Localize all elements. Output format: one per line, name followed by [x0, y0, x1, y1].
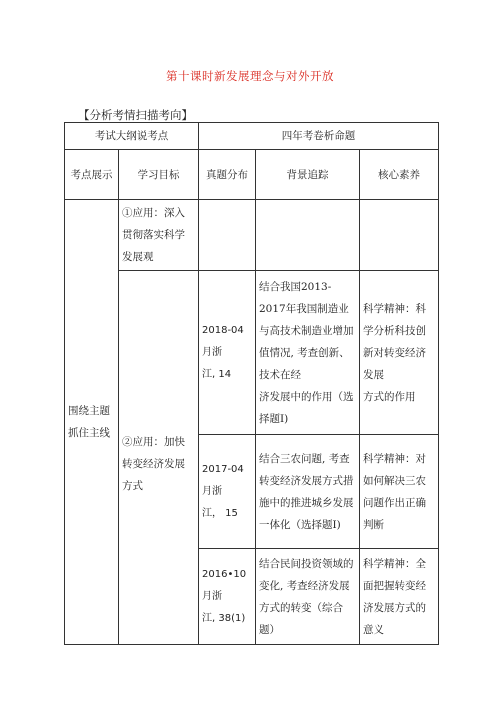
- background-1: 结合我国2013-2017年我国制造业与高技术制造业增加值情况, 考查创新、技术在经 济发展中的作用（选择题I): [256, 271, 360, 435]
- distribution-2: 2017-04 月浙 江， 15: [199, 435, 256, 549]
- header-background: 背景追踪: [256, 150, 360, 200]
- core-2: 科学精神：对如何解决三农问题作出正确判断: [360, 435, 439, 549]
- header-point: 考点展示: [65, 150, 119, 200]
- theme-text: 围绕主题抓住主线: [68, 405, 110, 439]
- background-2: 结合三农问题, 考查转变经济发展方式措施中的推进城乡发展一体化（选择题I): [256, 435, 360, 549]
- empty-cell: [360, 200, 439, 271]
- core-3: 科学精神：全面把握转变经济发展方式的意义: [360, 549, 439, 645]
- goal-2: ②应用：加快转变经济发展方式: [119, 271, 199, 645]
- header-papers: 四年考卷析命题: [199, 123, 439, 150]
- header-syllabus: 考试大纲说考点: [65, 123, 199, 150]
- background-3: 结合民间投资领域的变化, 考查经济发展方式的转变（综合题）: [256, 549, 360, 645]
- theme-cell: [65, 200, 119, 645]
- empty-cell: [256, 200, 360, 271]
- page-title: 第十课时新发展理念与对外开放: [166, 69, 334, 83]
- goal-1: ①应用：深入贯彻落实科学发展观: [119, 200, 199, 271]
- header-distribution: 真题分布: [199, 150, 256, 200]
- distribution-1: 2018-04 月浙 江, 14: [199, 271, 256, 435]
- core-1: 科学精神：科学分析科技创新对转变经济发展 方式的作用: [360, 271, 439, 435]
- header-core: 核心素养: [360, 150, 439, 200]
- header-goal: 学习目标: [119, 150, 199, 200]
- distribution-3: 2016•10 月浙 江, 38(1): [199, 549, 256, 645]
- empty-cell: [199, 200, 256, 271]
- section-heading: 【分析考情扫描考向】: [78, 108, 193, 122]
- exam-analysis-table: [64, 122, 439, 645]
